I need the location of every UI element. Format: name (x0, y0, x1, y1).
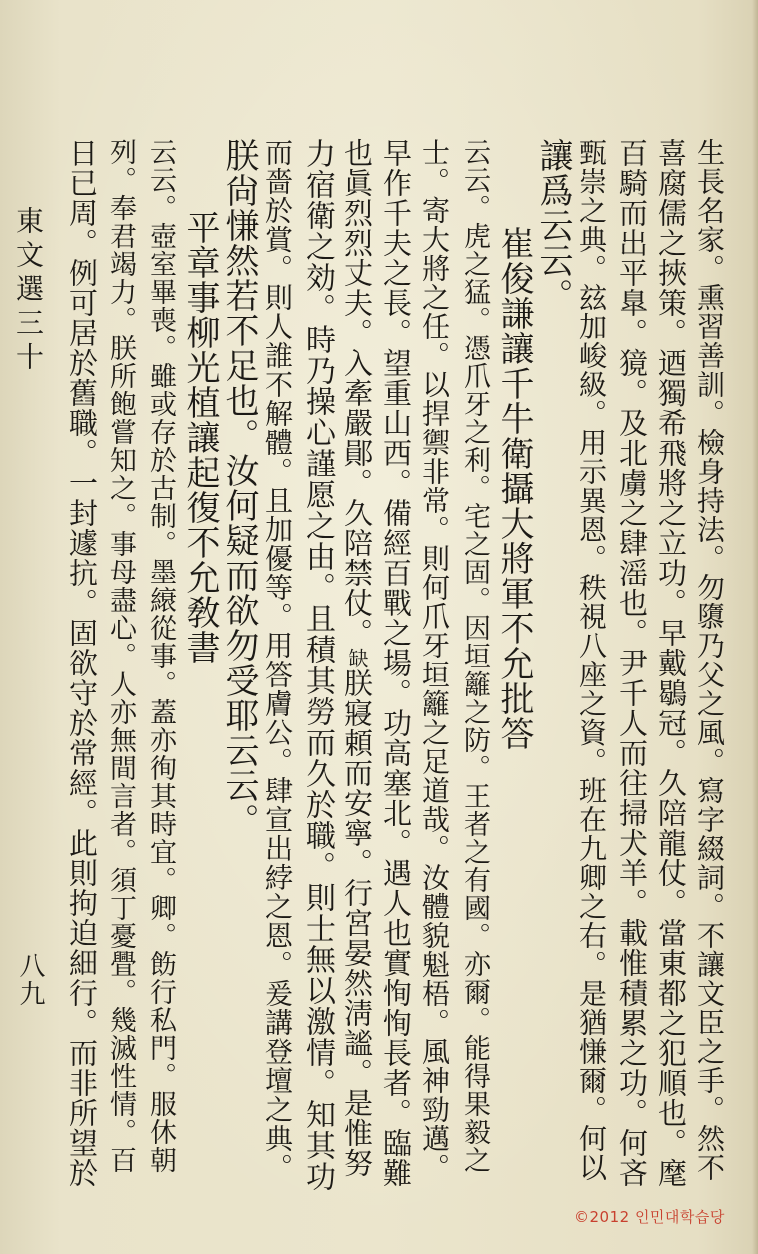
text-column-8: 士。寄大將之任。以捍禦非常。則何爪牙垣籬之足道哉。汝體貌魁梧。風神勁邁。 (418, 138, 451, 1182)
text-column-1: 生長名家。熏習善訓。檢身持法。勿隳乃父之風。寫字綴詞。不讓文臣之手。然不 (693, 138, 726, 1182)
text-column-7: 云云。虎之猛。憑爪牙之利。宅之固。因垣籬之防。王者之有國。亦爾。能得果毅之 (459, 138, 490, 1174)
page-number: 八九 (15, 952, 45, 1008)
text-column-17: 日已周。例可居於舊職。一封遽抗。固欲守於常經。此則拘迫細行。而非所望於 (65, 138, 99, 1188)
text-column-11: 力宿衛之効。時乃操心謹愿之由。且積其勞而久於職。則士無以激情。知其功 (300, 138, 335, 1192)
running-head-title: 東文選三十 (12, 206, 45, 376)
text-column-10-head: 也眞烈烈丈夫。入牽嚴鄖。久陪禁仗。 (340, 138, 374, 648)
lacuna-note: 缺 (345, 648, 369, 668)
section-title-2: 平章事柳光植讓起復不允敎書 (180, 210, 220, 665)
page-edge-shadow (752, 0, 758, 1254)
text-column-5: 讓爲云云。 (533, 138, 573, 313)
text-column-12: 而嗇於賞。則人誰不解體。且加優等。用答膚公。肆宣出綍之恩。爰講登壇之典。 (261, 138, 294, 1182)
text-column-4: 甄崇之典。玆加峻級。用示異恩。秩視八座之資。班在九卿之右。是猶慊爾。何以 (575, 138, 608, 1182)
copyright-watermark: ©2012 인민대학습당 (574, 1208, 725, 1226)
text-column-10 (337, 138, 376, 1178)
text-column-15: 云云。壺室畢喪。雖或存於古制。墨縗從事。蓋亦徇其時宜。卿。飭行私門。服休朝 (145, 138, 176, 1174)
text-column-16: 列。奉君竭力。朕所飽嘗知之。事母盡心。人亦無間言者。須丁憂舋。幾滅性情。百 (105, 138, 136, 1174)
text-column-2: 喜腐儒之挾策。迺獨希飛將之立功。早戴鶡冠。久陪龍仗。當東都之犯順也。麾 (654, 138, 688, 1188)
text-column-10-tail: 朕寢頼而安寧。行宮晏然淸謐。是惟努 (340, 668, 374, 1178)
text-column-3: 百騎而出平臯。獍。及北虜之肆滛也。尹千人而往掃犬羊。載惟積累之功。何吝 (615, 138, 649, 1188)
section-title-1: 崔俊謙讓千牛衛攝大將軍不允批答 (494, 226, 534, 751)
text-column-9: 早作千夫之長。望重山西。備經百戰之場。功高塞北。遇人也實恂恂長者。臨難 (379, 138, 413, 1188)
text-column-13: 朕尙慊然若不足也。汝何疑而欲勿受耶云云。 (219, 138, 259, 838)
